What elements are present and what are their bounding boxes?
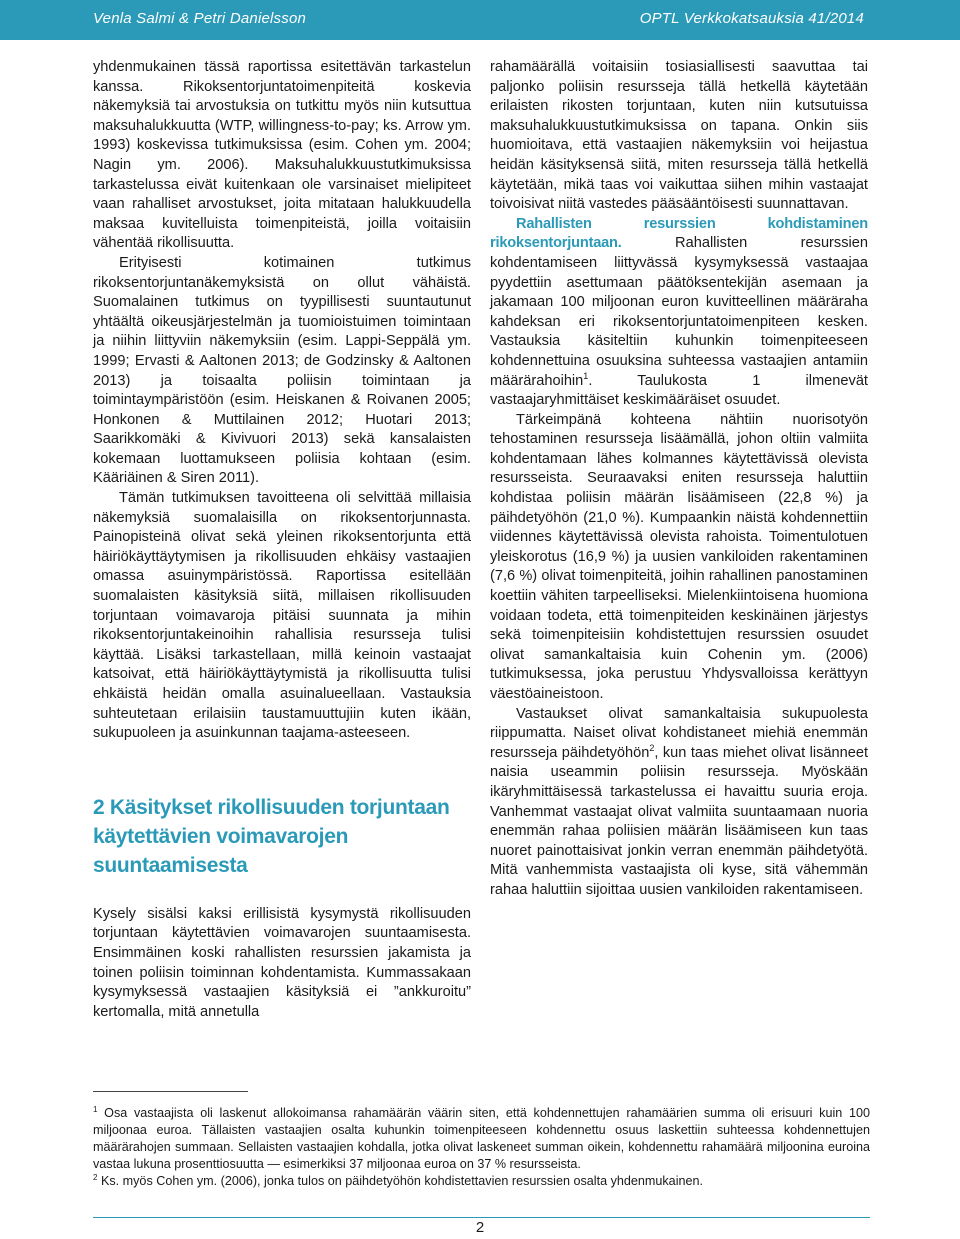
right-paragraph-3: Tärkeimpänä kohteena nähtiin nuorisotyön tehostaminen resursseja lisäämällä, johon oltiin valmiita kohdentamaan lähes kolmannes käytettävissä olevista resursseista. Seuraavaksi eniten resursseja haluttiin kohdistaa poliisin määrän lisäämiseen (22,8 %) ja päihdetyöhön (21,0 %). Kumpaankin näistä kohdennettiin viidennes käytettävissä olevista rahoista. Toimentulotuen yleiskorotus (16,9 %) ja uusien vankiloiden rakentaminen (7,6 %) olivat toimenpiteitä, joihin rahallinen panostaminen koettiin vähiten tarpeelliseksi. Mielenkiintoisena huomiona voidaan todeta, että toimenpiteiden keskinäinen järjestys sekä toimenpiteisiin kohdistettujen resurssien osuudet olivat samankaltaisia kuin Cohenin ym. (2006) tutkimuksessa, joka perustuu Yhdysvalloissa kerättyyn väestöaineistoon. <box>490 411 868 702</box>
header-series: OPTL Verkkokatsauksia 41/2014 <box>639 10 864 27</box>
footnote-2-text: Ks. myös Cohen ym. (2006), jonka tulos on päihdetyöhön kohdistettavien resurssien osalta yhdenmukainen. <box>97 1174 703 1188</box>
subsection-heading: Rahallisten resurssien kohdistaminen rikoksentorjuntaan. <box>490 215 868 252</box>
right-paragraph-4-text-a: Vastaukset olivat samankaltaisia sukupuolesta riippumatta. Naiset olivat kohdistaneet miehiä enemmän resursseja päihdetyöhön <box>490 705 868 761</box>
right-paragraph-2-text-b: . Taulukosta 1 ilmenevät vastaajaryhmittäiset keskimääräiset osuudet. <box>490 372 868 409</box>
section-heading-line-1: 2 Käsitykset rikollisuuden torjuntaan <box>93 795 450 819</box>
right-paragraph-2-text-a: Rahallisten resurssien kohdentamiseen liittyvässä kysymyksessä vastaajaa pyydettiin asettumaan päätöksentekijän asemaan ja jakamaan 100 miljoonan euron kuvitteellinen määräraha kahdeksan eri rikoksentorjuntatoimenpiteen kesken. Vastauksia käsiteltiin kuhunkin toimenpiteeseen kohdennettuina osuuksina suhteessa vastaajien antamiin määrärahoihin <box>490 235 868 389</box>
left-paragraph-3: Tämän tutkimuksen tavoitteena oli selvittää millaisia näkemyksiä suomalaisilla on rikoksentorjunnasta. Painopisteinä olivat sekä yleinen rikoksentorjunta että häiriökäyttäytymisen ja rikollisuuden ehkäisy vastaajien omassa asuinympäristössä. Raportissa esitellään suomalaisten käsityksiä siitä, millaisen rikollisuuden torjuntaan voimavaroja pitäisi suunnata ja mihin rikoksentorjuntakeinoihin rahallisia resursseja tulisi käyttää. Lisäksi tarkastellaan, millä keinoin vastaajat katsoivat, että häiriökäyttäytymistä ja rikollisuutta tulisi ehkäistä heidän omalla asuinalueellaan. Vastauksia suhteutetaan erilaisiin taustamuuttujiin kuten ikään, sukupuoleen ja asuinkunnan taajama-asteeseen. <box>93 490 471 742</box>
footnote-divider <box>93 1091 248 1092</box>
right-paragraph-4-text-b: , kun taas miehet olivat lisänneet naisia useammin poliisin resursseja. Myöskään ikäryhmittäisessä tarkastelussa ei havaittu suuria eroja. Vanhemmat vastaajat olivat valmiita suuntaamaan nuoria enemmän rahaa poliisien määrän lisäämiseen kun taas nuoret painottaisivat jonkin verran enemmän päihdetyötä. Mitä vanhemmista vastaajista oli kyse, sitä vähemmän rahaa haluttiin sijoittaa uusien vankiloiden rakentamiseen. <box>490 744 868 898</box>
section-heading-line-2: käytettävien voimavarojen suuntaamisesta <box>93 824 349 877</box>
page-header <box>0 0 960 40</box>
left-column <box>93 58 471 1022</box>
footnote-ref-1: 1 <box>583 370 589 381</box>
right-paragraph-4 <box>490 705 868 901</box>
footnotes <box>93 1105 870 1190</box>
footnote-2-number: 2 <box>93 1172 98 1182</box>
left-paragraph-4: Kysely sisälsi kaksi erillisistä kysymystä rikollisuuden torjuntaan käytettävien voimavarojen suuntaamisesta. Ensimmäinen koski rahallisten resurssien jakamista ja toinen poliisin toiminnan kohdentamista. Kummassakaan kysymyksessä vastaajien käsityksiä ei ”ankkuroitu” kertomalla, mitä annetulla <box>93 905 471 1020</box>
right-paragraph-2 <box>490 215 868 411</box>
footnote-2 <box>93 1173 870 1190</box>
footnote-1 <box>93 1105 870 1173</box>
header-authors: Venla Salmi & Petri Danielsson <box>93 10 307 27</box>
page-footer-rule <box>93 1217 870 1218</box>
right-column <box>490 58 868 901</box>
left-paragraph-2: Erityisesti kotimainen tutkimus rikoksentorjuntanäkemyksistä on ollut vähäistä. Suomalainen tutkimus on tyypillisesti suuntautunut yhtäältä oikeusjärjestelmän ja tuomioistuimen toimintaan ja niihin liittyviin näkemyksiin (esim. Lappi-Seppälä ym. 1999; Ervasti & Aaltonen 2013; de Godzinsky & Aaltonen 2013) ja toisaalta poliisin toimintaan ja toimintaympäristöön (esim. Heiskanen & Roivanen 2005; Honkonen & Muttilainen 2012; Huotari 2013; Saarikkomäki & Kivivuori 2013) sekä kansalaisten kokemaan luottamukseen poliisia kohtaan (esim. Kääriäinen & Siren 2011). <box>93 254 471 487</box>
footnote-1-number: 1 <box>93 1104 98 1114</box>
footnote-ref-2: 2 <box>649 742 655 753</box>
page-number: 2 <box>475 1219 485 1236</box>
left-paragraph-1: yhdenmukainen tässä raportissa esitettävän tarkastelun kanssa. Rikoksentorjuntatoimenpiteitä koskevia näkemyksiä tai arvostuksia on tutkittu myös niin kutsuttua maksuhalukkuutta (WTP, willingness-to-pay; ks. Arrow ym. 1993) koskevissa tutkimuksissa (esim. Cohen ym. 2004; Nagin ym. 2006). Maksuhalukkuustutkimuksissa tarkastelussa eivät kuitenkaan ole varsinaiset mielipiteet vaan rahalliset arvostukset, joita mitataan halukkuudella maksaa kuvitelluista toimenpiteistä, joilla voitaisiin vähentää rikollisuutta. <box>93 59 471 252</box>
section-heading <box>93 793 471 880</box>
footnote-1-text: Osa vastaajista oli laskenut allokoimansa rahamäärän väärin siten, että kohdennettujen rahamäärien summa oli erisuuri kuin 100 miljoonaa euroa. Tällaisten vastaajien osalta kuhunkin toimenpiteeseen kohdennettu osuus laskettiin suhteessa kohdennettujen määrärahojen summaan. Sellaisten vastaajien kohdalla, jotka olivat laskeneet summan oikein, kohdennettu rahamäärä miljoonina euroina vastaa lukuna prosenttiosuutta — esimerkiksi 37 miljoonaa euroa on 37 % resursseista. <box>93 1106 870 1171</box>
right-paragraph-1: rahamäärällä voitaisiin tosiasiallisesti saavuttaa tai paljonko poliisin resursseja tällä hetkellä käytetään erilaisten rikosten torjuntaan, kuten niin kutsutuissa maksuhalukkuustutkimuksissa on tapana. Onkin siis huomioitava, että vastaajien näkemyksiin voi heijastua heidän käsityksensä siitä, miten resursseja tällä hetkellä käytetään, mikä taas voi vaikuttaa siihen mihin vastaajat toivoisivat niitä vastedes pääsääntöisesti suunnattavan. <box>490 59 868 213</box>
